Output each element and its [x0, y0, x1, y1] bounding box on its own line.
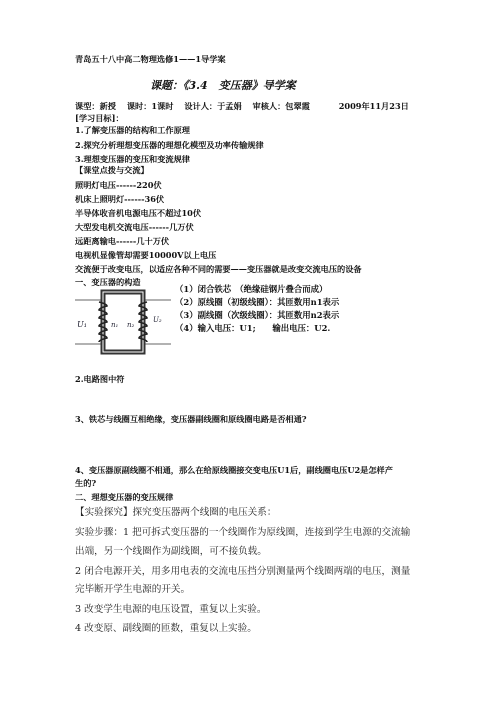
- experiment-line: 2 闭合电源开关，用多用电表的交流电压挡分别测量两个线圈两端的电压，测量: [75, 566, 411, 577]
- meta-hours: 课时：1课时: [126, 101, 174, 111]
- n2-label: n₂: [127, 321, 135, 329]
- n1-label: n₁: [111, 321, 119, 329]
- part-item: （4）输入电压：U1; 输出电压：U2.: [175, 323, 331, 333]
- lecture-heading: 【课堂点拨与交流】: [75, 165, 149, 175]
- question-2: 2.电路图中符: [75, 374, 125, 384]
- lecture-line: 交流便于改变电压，以适应各种不同的需要——变压器就是改变交流电压的设备: [75, 264, 362, 274]
- question-3: 3、铁芯与线圈互相绝缘，变压器副线圈和原线圈电路是否相通?: [75, 414, 307, 424]
- structure-heading: 一、变压器的构造: [75, 277, 141, 287]
- part-item: （2）原线圈（初级线圈）：其匝数用n1表示: [175, 297, 340, 307]
- part-item: （1）闭合铁芯 （绝缘硅钢片叠合而成）: [175, 284, 328, 294]
- meta-type: 课型：新授: [75, 101, 116, 111]
- experiment-line: 完毕断开学生电源的开关。: [75, 584, 191, 595]
- lecture-line: 机床上照明灯------36伏: [75, 194, 165, 204]
- objectives-heading: [学习目标]：: [75, 113, 124, 123]
- experiment-line: 3 改变学生电源的电压设置，重复以上实验。: [75, 604, 267, 615]
- experiment-line: 实验步骤：1 把可拆式变压器的一个线圈作为原线圈，连接到学生电源的交流输: [75, 527, 411, 538]
- question-4: 4、变压器原副线圈不相通，那么在给原线圈接交变电压U1后，副线圈电压U2是怎样产: [75, 465, 393, 475]
- transformer-diagram: [73, 288, 173, 356]
- experiment-line: 【实验探究】探究变压器两个线圈的电压关系：: [75, 507, 277, 518]
- objective-item: 1.了解变压器的结构和工作原理: [75, 125, 190, 135]
- lecture-line: 半导体收音机电源电压不超过10伏: [75, 208, 202, 218]
- lecture-line: 大型发电机交流电压------几万伏: [75, 222, 194, 232]
- meta-designer: 设计人：于孟娟: [184, 101, 242, 111]
- section2-heading: 二、理想变压器的变压规律: [75, 492, 174, 502]
- u2-label: U₂: [153, 316, 162, 324]
- lecture-line: 照明灯电压------220伏: [75, 180, 162, 190]
- u1-label: U₁: [77, 320, 87, 329]
- lecture-line: 远距离输电------几十万伏: [75, 236, 170, 246]
- part-item: （3）副线圈（次级线圈）：其匝数用n2表示: [175, 310, 340, 320]
- part-list: [175, 283, 339, 335]
- meta-line: [75, 101, 417, 112]
- meta-reviewer: 审核人：包翠霞: [252, 101, 310, 111]
- experiment-line: 出端，另一个线圈作为副线圈，可不接负载。: [75, 546, 267, 557]
- page-title: 课题：《3.4 变压器》导学案: [150, 79, 296, 92]
- school-header: 青岛五十八中高二物理选修1——1导学案: [75, 54, 226, 64]
- meta-date: 2009年11月23日: [338, 101, 409, 111]
- question-4-cont: 生的?: [75, 478, 97, 488]
- lecture-line: 电视机显像管却需要10000V以上电压: [75, 250, 217, 260]
- objective-item: 2.探究分析理想变压器的理想化模型及功率传输规律: [75, 140, 264, 150]
- experiment-line: 4 改变原、副线圈的匝数，重复以上实验。: [75, 623, 257, 634]
- objective-item: 3.理想变压器的变压和变流规律: [75, 154, 190, 164]
